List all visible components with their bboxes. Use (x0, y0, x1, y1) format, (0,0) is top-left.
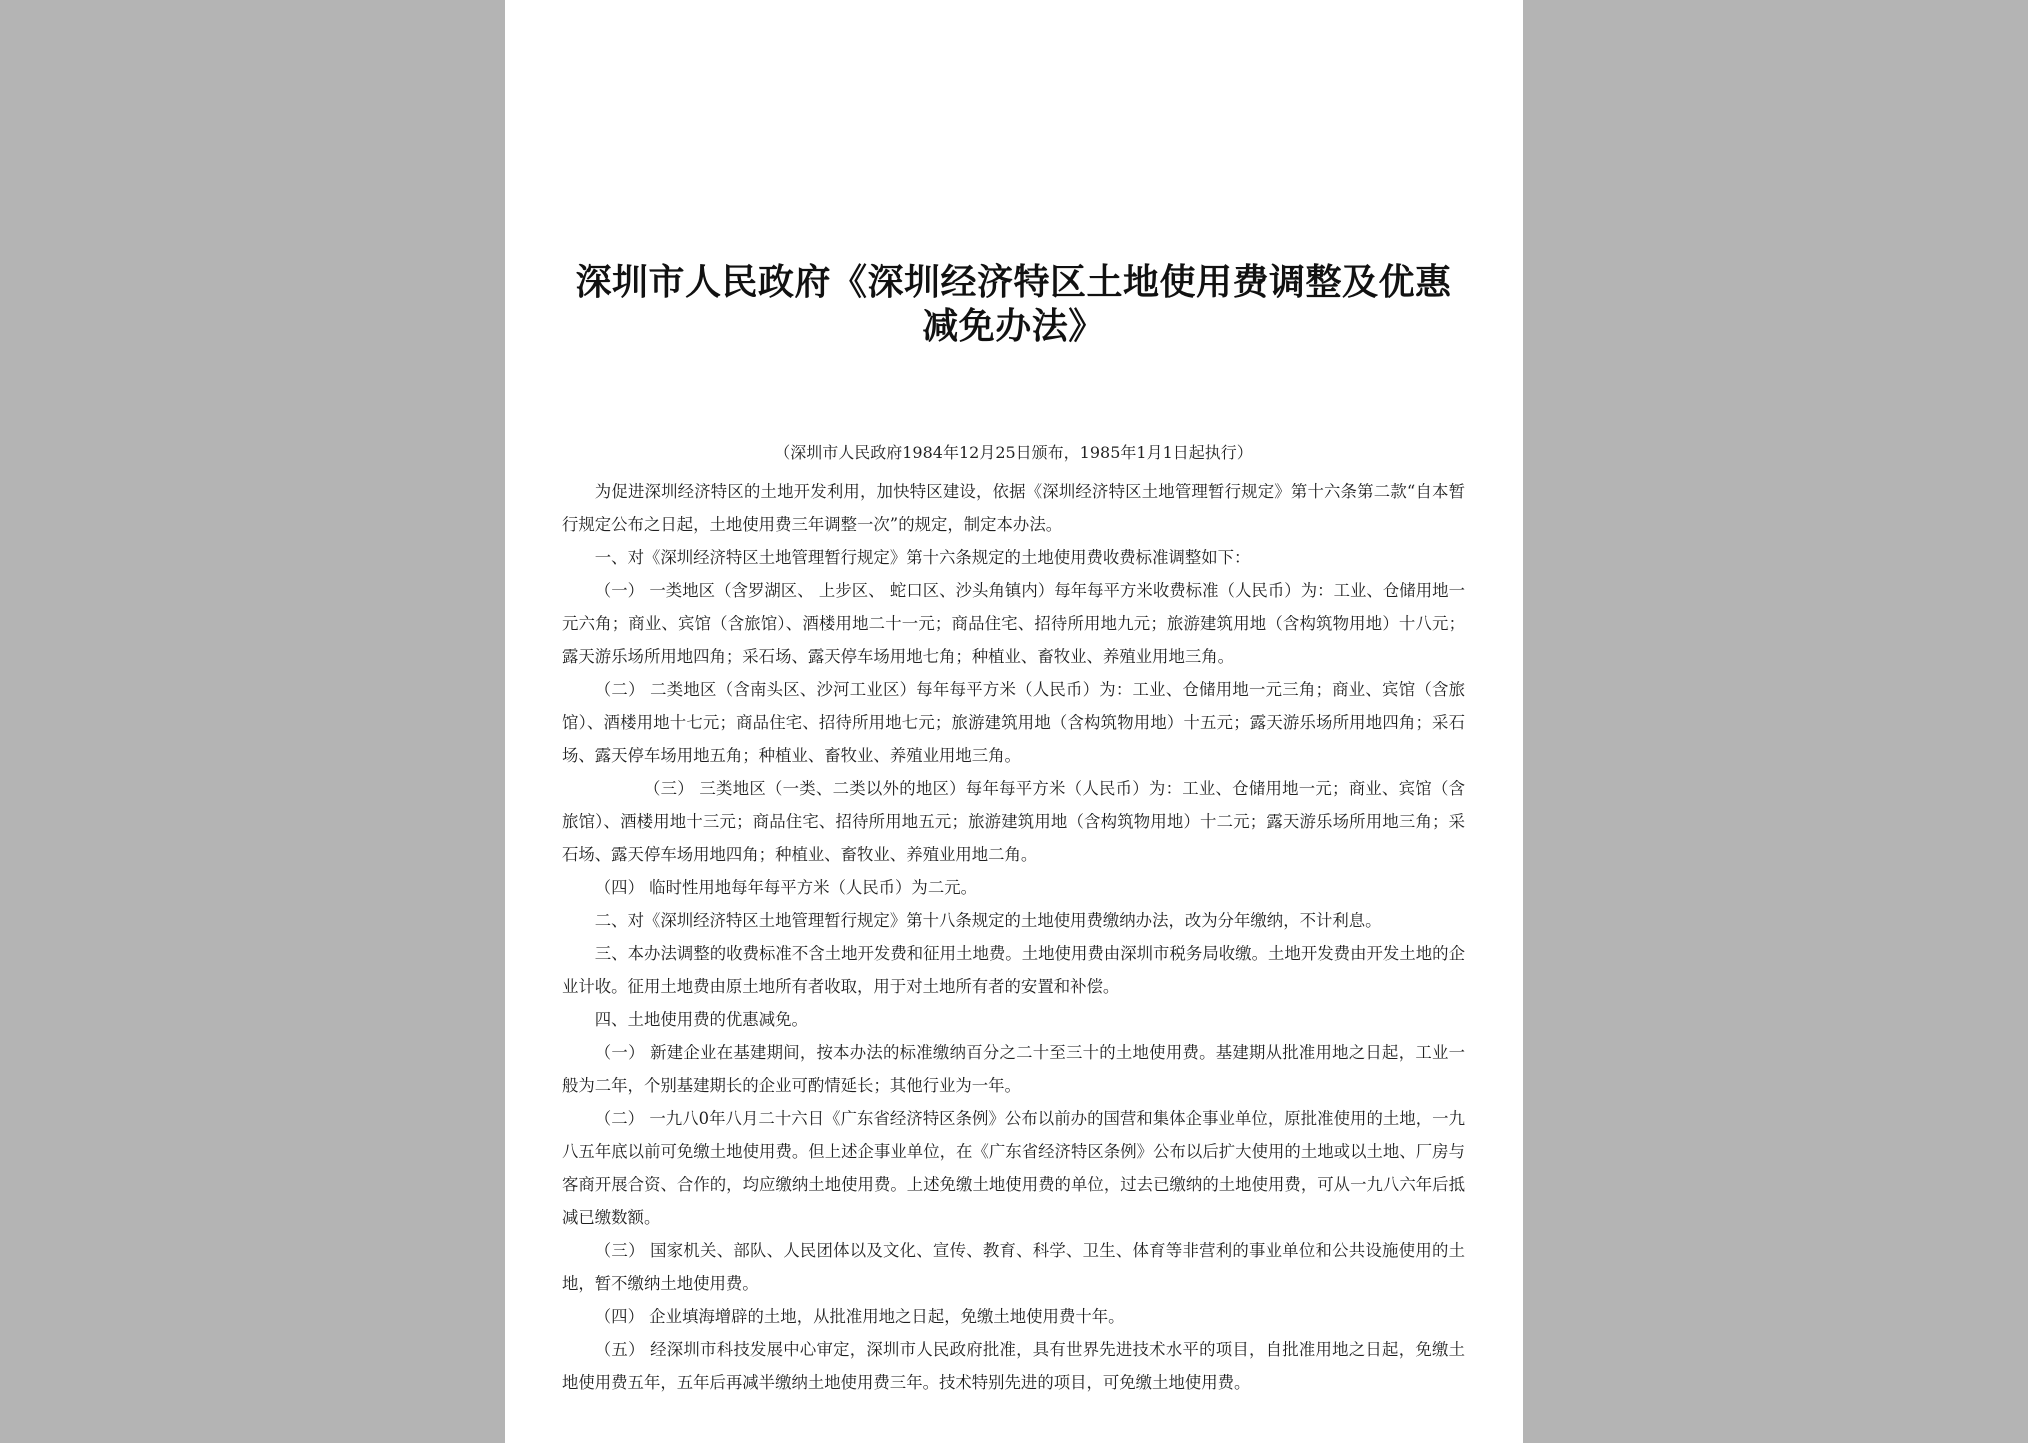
document-page (505, 0, 1523, 1443)
paragraph-article-4-item-3: （三） 国家机关、部队、人民团体以及文化、宣传、教育、科学、卫生、体育等非营利的事业单位和公共设施使用的土地，暂不缴纳土地使用费。 (562, 1241, 1465, 1293)
paragraph-article-1-item-1: （一） 一类地区（含罗湖区、 上步区、 蛇口区、沙头角镇内）每年每平方米收费标准（人民币）为：工业、仓储用地一元六角；商业、宾馆（含旅馆）、酒楼用地二十一元；商品住宅、招待所用地九元；旅游建筑用地（含构筑物用地）十八元；露天游乐场所用地四角；采石场、露天停车场用地七角；种植业、畜牧业、养殖业用地三角。 (562, 581, 1465, 666)
paragraph-preamble: 为促进深圳经济特区的土地开发利用，加快特区建设，依据《深圳经济特区土地管理暂行规定》第十六条第二款“自本暂行规定公布之日起，土地使用费三年调整一次”的规定，制定本办法。 (562, 482, 1465, 534)
paragraph-article-1-item-3: （三） 三类地区（一类、二类以外的地区）每年每平方米（人民币）为：工业、仓储用地一元；商业、宾馆（含旅馆）、酒楼用地十三元；商品住宅、招待所用地五元；旅游建筑用地（含构筑物用地）十二元；露天游乐场所用地三角；采石场、露天停车场用地四角；种植业、畜牧业、养殖业用地二角。 (562, 779, 1465, 864)
paragraph-article-3: 三、本办法调整的收费标准不含土地开发费和征用土地费。土地使用费由深圳市税务局收缴。土地开发费由开发土地的企业计收。征用土地费由原土地所有者收取，用于对土地所有者的安置和补偿。 (562, 944, 1465, 996)
paragraph-article-1-item-4: （四） 临时性用地每年每平方米（人民币）为二元。 (594, 878, 977, 897)
paragraph-article-1-item-2: （二） 二类地区（含南头区、沙河工业区）每年每平方米（人民币）为：工业、仓储用地一元三角；商业、宾馆（含旅馆）、酒楼用地十七元；商品住宅、招待所用地七元；旅游建筑用地（含构筑物用地）十五元；露天游乐场所用地四角；采石场、露天停车场用地五角；种植业、畜牧业、养殖业用地三角。 (562, 680, 1465, 765)
title-line-1: 深圳市人民政府《深圳经济特区土地使用费调整及优惠 (575, 261, 1452, 303)
title-line-2: 减免办法》 (922, 305, 1105, 347)
paragraph-article-4-item-1: （一） 新建企业在基建期间，按本办法的标准缴纳百分之二十至三十的土地使用费。基建期从批准用地之日起，工业一般为二年，个别基建期长的企业可酌情延长；其他行业为一年。 (562, 1043, 1465, 1095)
document-body (562, 475, 1465, 1399)
paragraph-article-4-item-2: （二） 一九八0年八月二十六日《广东省经济特区条例》公布以前办的国营和集体企事业单位，原批准使用的土地，一九八五年底以前可免缴土地使用费。但上述企事业单位，在《广东省经济特区条例》公布以后扩大使用的土地或以土地、厂房与客商开展合资、合作的，均应缴纳土地使用费。上述免缴土地使用费的单位，过去已缴纳的土地使用费，可从一九八六年后抵减已缴数额。 (562, 1109, 1465, 1227)
paragraph-article-4-item-5: （五） 经深圳市科技发展中心审定，深圳市人民政府批准，具有世界先进技术水平的项目，自批准用地之日起，免缴土地使用费五年，五年后再减半缴纳土地使用费三年。技术特别先进的项目，可免缴土地使用费。 (562, 1340, 1465, 1392)
issuance-note: （深圳市人民政府1984年12月25日颁布，1985年1月1日起执行） (774, 443, 1253, 462)
paragraph-article-4-item-4: （四） 企业填海增辟的土地，从批准用地之日起，免缴土地使用费十年。 (594, 1307, 1125, 1326)
document-title (562, 260, 1465, 348)
paragraph-article-2: 二、对《深圳经济特区土地管理暂行规定》第十八条规定的土地使用费缴纳办法，改为分年缴纳，不计利息。 (594, 911, 1382, 930)
paragraph-article-1: 一、对《深圳经济特区土地管理暂行规定》第十六条规定的土地使用费收费标准调整如下： (594, 548, 1251, 567)
paragraph-article-4: 四、土地使用费的优惠减免。 (594, 1010, 808, 1029)
